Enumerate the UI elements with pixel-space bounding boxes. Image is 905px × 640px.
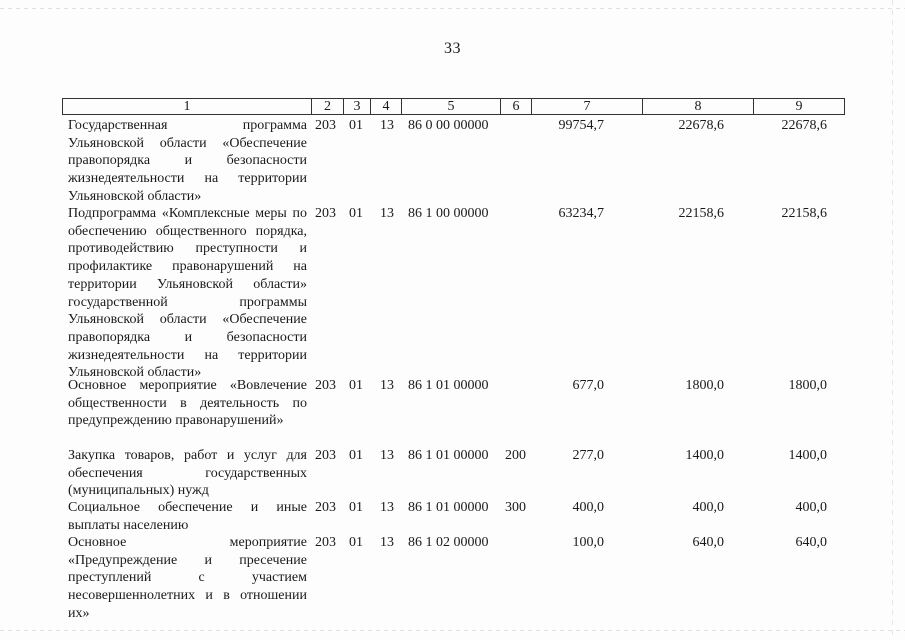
cell-col7: 277,0	[572, 448, 604, 463]
cell-col3: 01	[349, 118, 363, 133]
header-cell-9: 9	[795, 99, 803, 114]
header-cell-1: 1	[63, 99, 312, 114]
row-name: Закупка товаров, работ и услуг для обеспечения государственных (муниципальных) нужд	[68, 448, 307, 499]
cell-col8: 640,0	[692, 535, 724, 550]
cell-col9: 1800,0	[788, 378, 827, 393]
cell-col7: 99754,7	[558, 118, 604, 133]
cell-col6: 300	[505, 500, 526, 515]
cell-col4: 13	[380, 535, 394, 550]
cell-col3: 01	[349, 378, 363, 393]
header-cell-5: 5	[402, 99, 501, 114]
cell-col9: 640,0	[795, 535, 827, 550]
header-cell-3: 3	[344, 99, 371, 114]
cell-col3: 01	[349, 500, 363, 515]
header-cell-6: 6	[501, 99, 532, 114]
cell-col8: 400,0	[692, 500, 724, 515]
cell-col7: 100,0	[572, 535, 604, 550]
cell-col2: 203	[315, 448, 336, 463]
cell-col8: 22678,6	[678, 118, 724, 133]
cell-col8: 1800,0	[685, 378, 724, 393]
header-cell-4: 4	[371, 99, 402, 114]
cell-col5: 86 1 00 00000	[408, 206, 489, 221]
row-name: Социальное обеспечение и иные выплаты населению	[68, 500, 307, 533]
row-name: Основное мероприятие «Вовлечение общественности в деятельность по предупреждению правонарушений»	[68, 378, 307, 429]
cell-col4: 13	[380, 118, 394, 133]
header-cell-7: 7	[532, 99, 643, 114]
cell-col8: 1400,0	[685, 448, 724, 463]
cell-col4: 13	[380, 448, 394, 463]
cell-col7: 400,0	[572, 500, 604, 515]
cell-col4: 13	[380, 378, 394, 393]
cell-col4: 13	[380, 500, 394, 515]
cell-col7: 63234,7	[558, 206, 604, 221]
cell-col9: 22158,6	[781, 206, 827, 221]
cell-col4: 13	[380, 206, 394, 221]
cell-col5: 86 1 01 00000	[408, 378, 489, 393]
cell-col3: 01	[349, 448, 363, 463]
scan-edge-right	[892, 0, 893, 640]
cell-col3: 01	[349, 535, 363, 550]
cell-col6: 200	[505, 448, 526, 463]
scan-edge-top	[0, 8, 905, 9]
cell-col8: 22158,6	[678, 206, 724, 221]
cell-col3: 01	[349, 206, 363, 221]
cell-col9: 22678,6	[781, 118, 827, 133]
cell-col5: 86 1 01 00000	[408, 500, 489, 515]
cell-col2: 203	[315, 500, 336, 515]
cell-col2: 203	[315, 378, 336, 393]
cell-col2: 203	[315, 118, 336, 133]
cell-col5: 86 1 02 00000	[408, 535, 489, 550]
cell-col7: 677,0	[572, 378, 604, 393]
row-name: Государственная программа Ульяновской области «Обеспечение правопорядка и безопасности жизнедеятельности на территории Ульяновской области»	[68, 118, 307, 204]
cell-col9: 1400,0	[788, 448, 827, 463]
cell-col2: 203	[315, 535, 336, 550]
page-number: 33	[444, 40, 461, 57]
cell-col5: 86 0 00 00000	[408, 118, 489, 133]
header-cell-2: 2	[312, 99, 344, 114]
cell-col5: 86 1 01 00000	[408, 448, 489, 463]
row-name: Подпрограмма «Комплексные меры по обеспечению общественного порядка, противодействию преступности и профилактике правонарушений на территории Ульяновской области» государственной программы Ульяновской области «Обеспечение правопорядка и безопасности жизнедеятельности на территории Ульяновской области»	[68, 206, 307, 381]
cell-col2: 203	[315, 206, 336, 221]
table-header	[62, 98, 845, 115]
row-name: Основное мероприятие «Предупреждение и пресечение преступлений с участием несовершеннолетних и в отношении их»	[68, 535, 307, 621]
cell-col9: 400,0	[795, 500, 827, 515]
header-cell-8: 8	[643, 99, 754, 114]
scan-edge-bottom	[0, 630, 905, 631]
